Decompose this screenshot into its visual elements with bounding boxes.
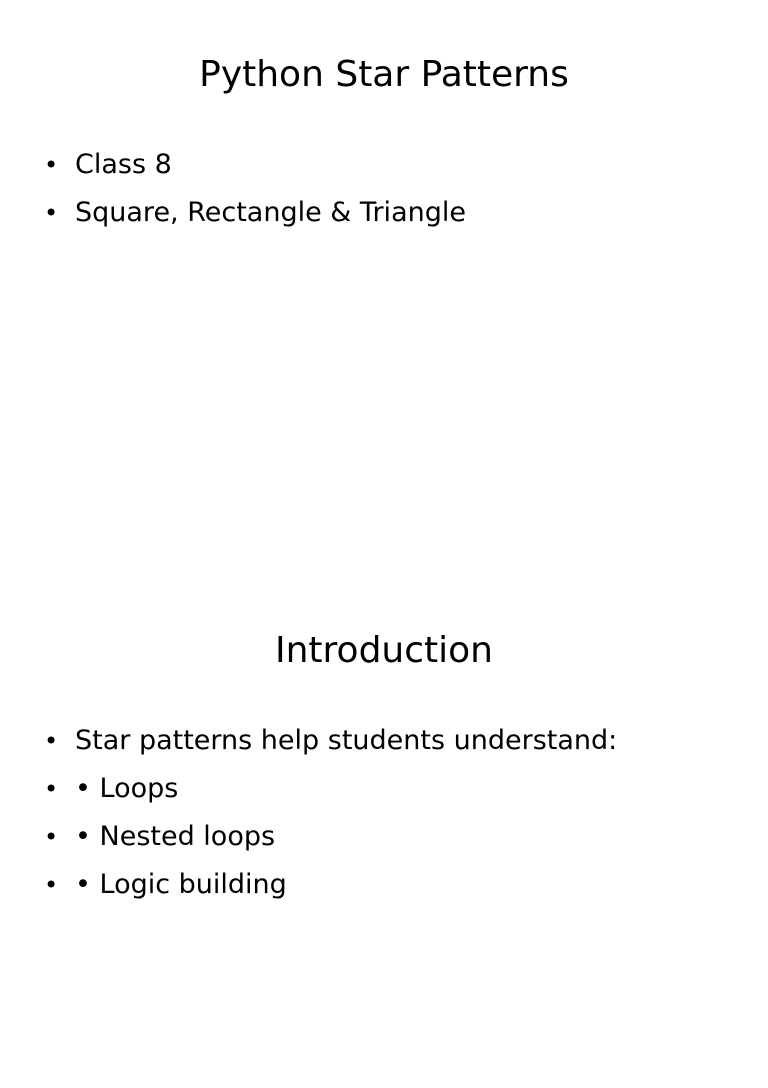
bullet-item: • Star patterns help students understand:	[44, 717, 617, 765]
slide-title: Python Star Patterns	[199, 54, 569, 95]
bullet-item: • • Logic building	[44, 861, 617, 909]
slide-1	[0, 0, 768, 512]
slide-2	[0, 576, 768, 1088]
bullet-list	[44, 717, 617, 909]
bullet-item: • • Loops	[44, 765, 617, 813]
bullet-item: • Class 8	[44, 141, 466, 189]
bullet-list	[44, 141, 466, 237]
slide-title: Introduction	[274, 630, 493, 671]
bullet-item: • Square, Rectangle & Triangle	[44, 189, 466, 237]
bullet-item: • • Nested loops	[44, 813, 617, 861]
